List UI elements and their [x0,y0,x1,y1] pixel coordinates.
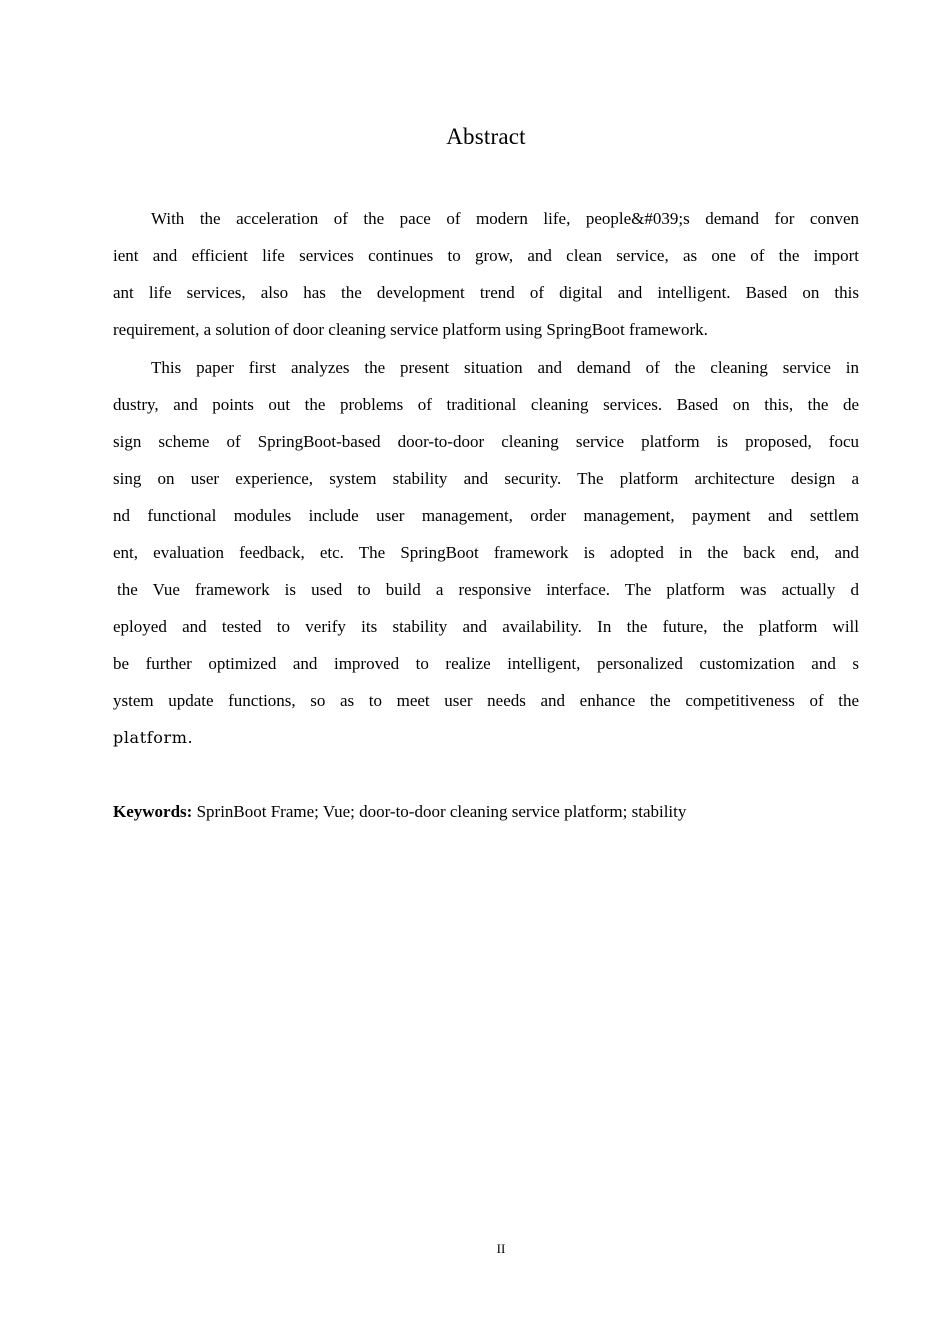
paragraph-line: sing on user experience, system stability and security. The platform architecture design a [113,469,859,488]
abstract-paragraph-2 [113,349,859,756]
paragraph-line: eployed and tested to verify its stability and availability. In the future, the platform will [113,617,859,636]
paragraph-line: This paper first analyzes the present situation and demand of the cleaning service in [151,358,859,377]
paragraph-line: ient and efficient life services continues to grow, and clean service, as one of the import [113,246,859,265]
paragraph-line: ent, evaluation feedback, etc. The SpringBoot framework is adopted in the back end, and [113,543,859,562]
paragraph-line: requirement, a solution of door cleaning service platform using SpringBoot framework. [113,320,708,339]
paragraph-line: With the acceleration of the pace of modern life, people&#039;s demand for conven [151,209,859,228]
paragraph-line: nd functional modules include user management, order management, payment and settlem [113,506,859,525]
abstract-heading: Abstract [446,124,526,149]
keywords-line [113,802,686,822]
paragraph-line: be further optimized and improved to realize intelligent, personalized customization and s [113,654,859,673]
keywords-text: SprinBoot Frame; Vue; door-to-door cleaning service platform; stability [192,802,687,821]
paragraph-line: platform. [113,728,194,747]
paragraph-line: the Vue framework is used to build a responsive interface. The platform was actually d [117,580,859,599]
paragraph-line: ystem update functions, so as to meet user needs and enhance the competitiveness of the [113,691,859,710]
paragraph-line: ant life services, also has the development trend of digital and intelligent. Based on this [113,283,859,302]
abstract-paragraph-1 [113,200,859,348]
paragraph-line: sign scheme of SpringBoot-based door-to-door cleaning service platform is proposed, focu [113,432,859,451]
paragraph-line: dustry, and points out the problems of traditional cleaning services. Based on this, the de [113,395,859,414]
page-number: II [496,1241,506,1256]
keywords-label: Keywords: [113,802,193,821]
